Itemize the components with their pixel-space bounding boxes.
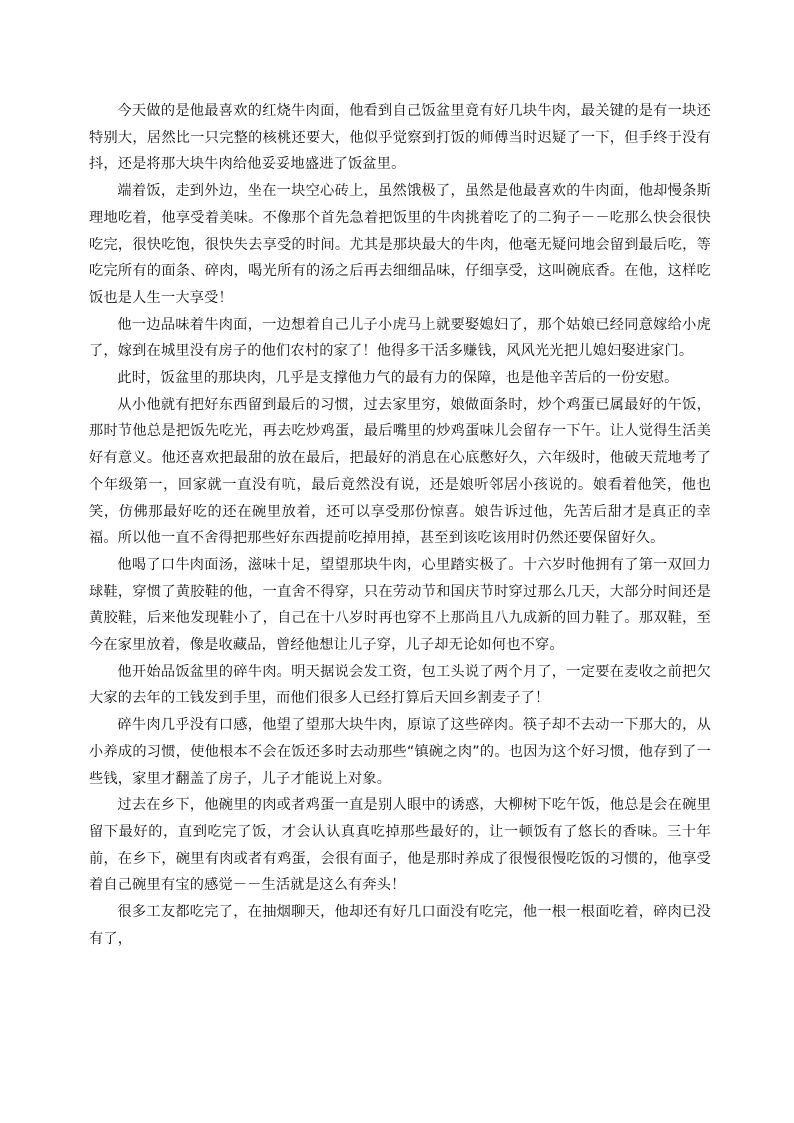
paragraph: 此时，饭盆里的那块肉，几乎是支撑他力气的最有力的保障，也是他辛苦后的一份安慰。 (117, 370, 679, 387)
paragraph: 他喝了口牛肉面汤，滋味十足，望望那块牛肉，心里踏实极了。十六岁时他拥有了第一双回力球鞋，穿惯了黄胶鞋的他，一直舍不得穿，只在劳动节和国庆节时穿过那么几天，大部分时间还是黄胶鞋，后来他发现鞋小了，自己在十八岁时再也穿不上那尚且八九成新的回力鞋了。那双鞋，至今在家里放着，像是收藏品，曾经他想让儿子穿，儿子却无论如何也不穿。 (89, 556, 711, 654)
paragraph: 今天做的是他最喜欢的红烧牛肉面，他看到自己饭盆里竟有好几块牛肉，最关键的是有一块还特别大，居然比一只完整的核桃还要大，他似乎觉察到打饭的师傅当时迟疑了一下，但手终于没有抖，还是将那大块牛肉给他妥妥地盛进了饭盆里。 (89, 103, 711, 173)
paragraph: 很多工友都吃完了，在抽烟聊天，他却还有好几口面没有吃完，他一根一根面吃着，碎肉已没有了， (89, 904, 711, 947)
article-body (89, 98, 711, 953)
paragraph: 他一边品味着牛肉面，一边想着自己儿子小虎马上就要娶媳妇了，那个姑娘已经同意嫁给小虎了，嫁到在城里没有房子的他们农村的家了！他得多干活多赚钱，风风光光把儿媳妇娶进家门。 (89, 316, 711, 360)
paragraph: 从小他就有把好东西留到最后的习惯，过去家里穷，娘做面条时，炒个鸡蛋已属最好的午饭，那时节他总是把饭先吃光，再去吃炒鸡蛋，最后嘴里的炒鸡蛋味儿会留存一下午。让人觉得生活美好有意义。他还喜欢把最甜的放在最后，把最好的消息在心底憋好久，六年级时，他破天荒地考了个年级第一，回家就一直没有吭，最后竟然没有说，还是娘听邻居小孩说的。娘看着他笑，他也笑，仿佛那最好吃的还在碗里放着，还可以享受那份惊喜。娘告诉过他，先苦后甜才是真正的幸福。所以他一直不舍得把那些好东西提前吃掉用掉，甚至到该吃该用时仍然还要保留好久。 (89, 396, 711, 547)
paragraph: 他开始品饭盆里的碎牛肉。明天据说会发工资，包工头说了两个月了，一定要在麦收之前把欠大家的去年的工钱发到手里，而他们很多人已经打算后天回乡割麦子了！ (89, 663, 711, 707)
paragraph: 过去在乡下，他碗里的肉或者鸡蛋一直是别人眼中的诱惑，大柳树下吃午饭，他总是会在碗里留下最好的，直到吃完了饭，才会认认真真吃掉那些最好的，让一顿饭有了悠长的香味。三十年前，在乡下，碗里有肉或者有鸡蛋，会很有面子，他是那时养成了很慢很慢吃饭的习惯的，他享受着自己碗里有宝的感觉－－生活就是这么有奔头！ (89, 797, 711, 894)
paragraph: 碎牛肉几乎没有口感，他望了望那大块牛肉，原谅了这些碎肉。筷子却不去动一下那大的，从小养成的习惯，使他根本不会在饭还多时去动那些“镇碗之肉”的。也因为这个好习惯，他存到了一些钱，家里才翻盖了房子，儿子才能说上对象。 (89, 717, 711, 787)
paragraph: 端着饭，走到外边，坐在一块空心砖上，虽然饿极了，虽然是他最喜欢的牛肉面，他却慢条斯理地吃着，他享受着美味。不像那个首先急着把饭里的牛肉挑着吃了的二狗子－－吃那么快会很快吃完，很快吃饱，很快失去享受的时间。尤其是那块最大的牛肉，他毫无疑问地会留到最后吃，等吃完所有的面条、碎肉，喝光所有的汤之后再去细细品味，仔细享受，这叫碗底香。在他，这样吃饭也是人生一大享受！ (89, 183, 711, 306)
